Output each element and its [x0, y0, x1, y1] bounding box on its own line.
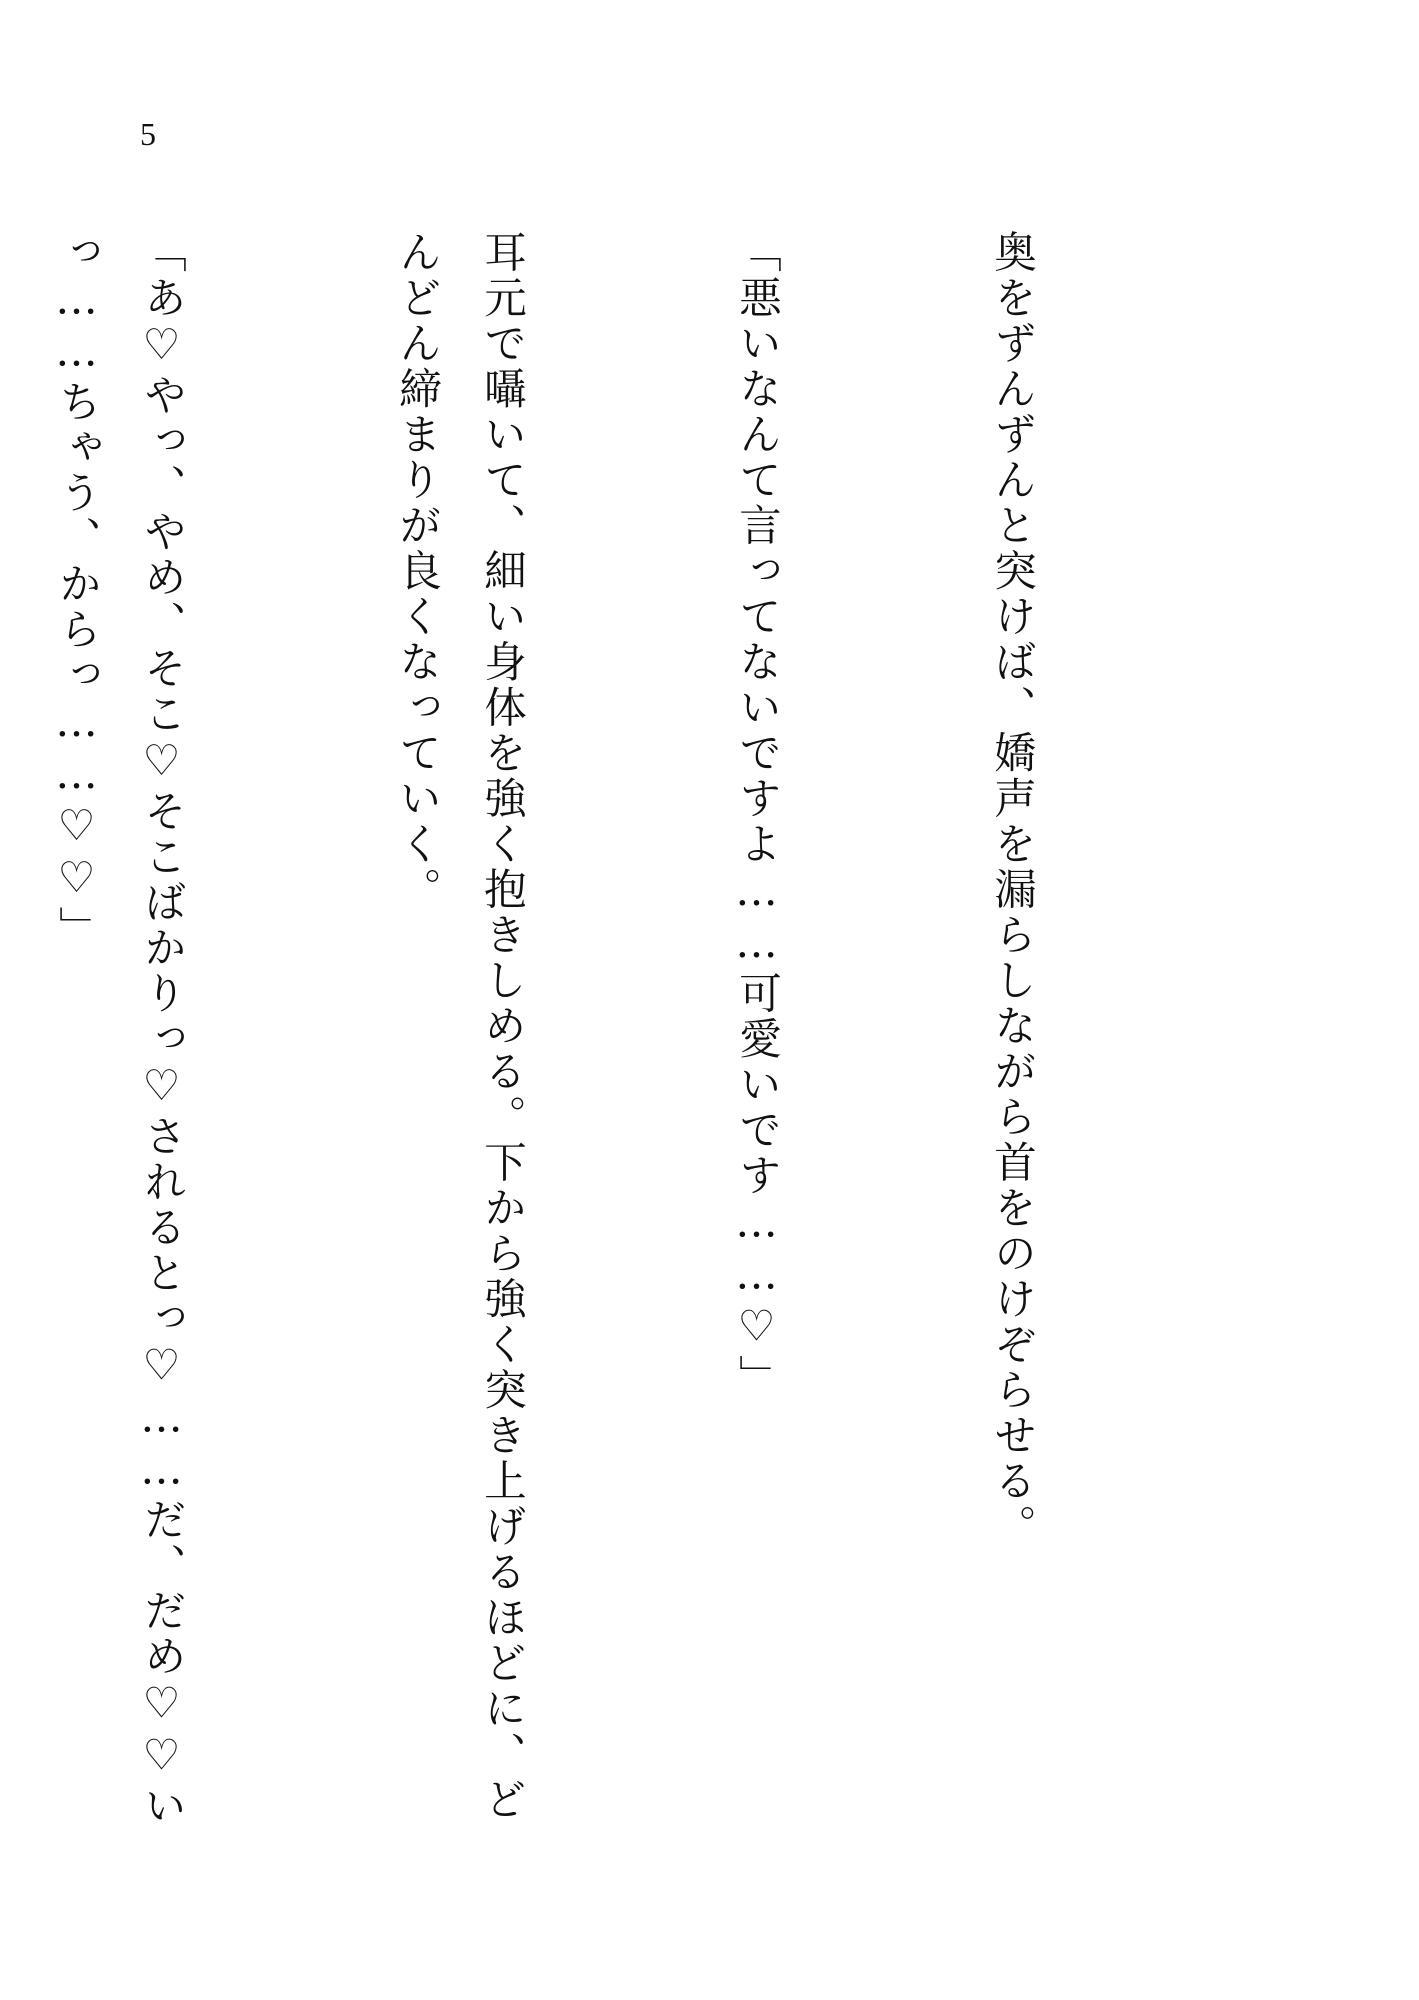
page-number: 5: [140, 116, 156, 152]
paragraph: 奥をずんずんと突けば、嬌声を漏らしながら首をのけぞらせる。: [987, 230, 1036, 1550]
dialogue-line: 「悪いなんて言ってないですよ……可愛いです……♡」: [732, 230, 781, 1400]
dialogue-line: 「あ♡やっ、やめ、そこ♡そこばかりっ♡されるとっ♡……だ、だめ♡♡いっ……ちゃう、からっ……♡♡」: [52, 230, 186, 1829]
vertical-text-body: [0, 230, 1224, 1850]
paragraph: 耳元で囁いて、細い身体を強く抱きしめる。下から強く突き上げるほどに、どんどん締まりが良くなっていく。: [392, 230, 526, 1823]
